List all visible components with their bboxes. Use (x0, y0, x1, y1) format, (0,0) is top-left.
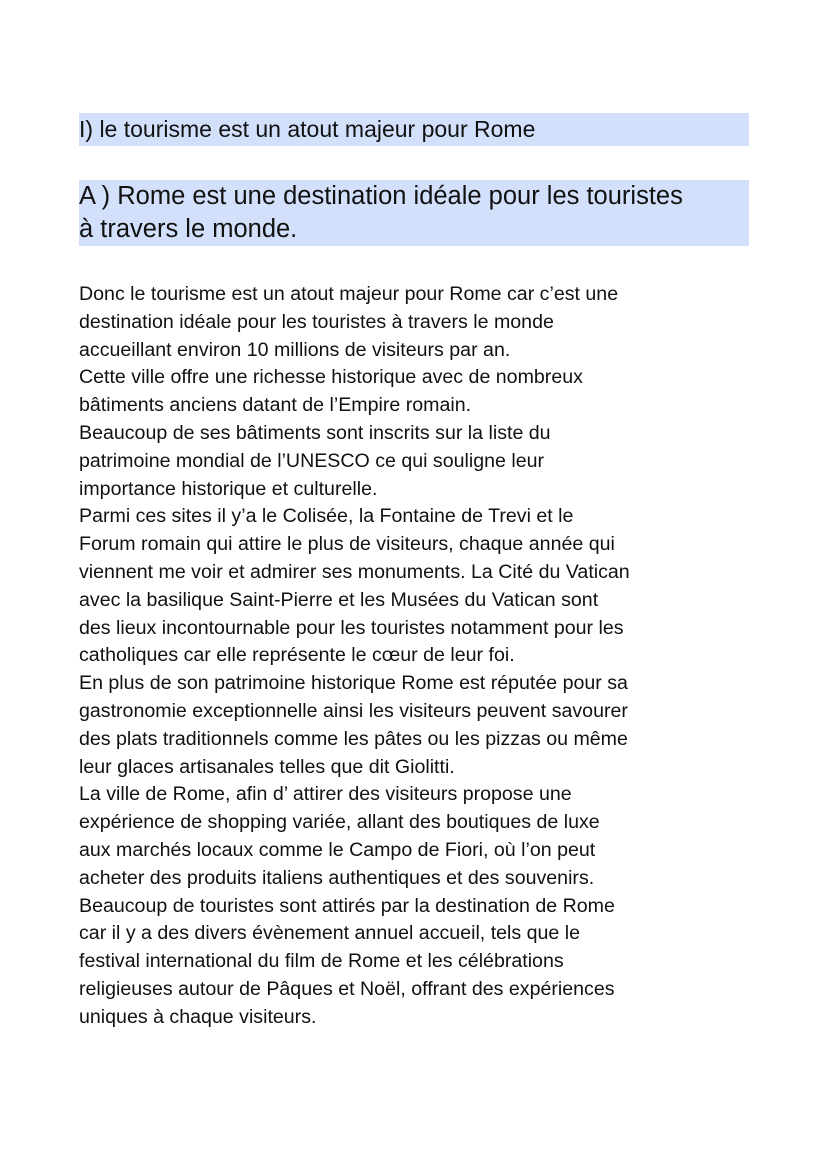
body-line: gastronomie exceptionnelle ainsi les visiteurs peuvent savourer (79, 699, 628, 722)
body-line: des lieux incontournable pour les touristes notamment pour les (79, 616, 624, 639)
body-line: Donc le tourisme est un atout majeur pour Rome car c’est une (79, 283, 619, 305)
body-line: religieuses autour de Pâques et Noël, offrant des expériences (79, 977, 615, 1000)
body-line: leur glaces artisanales telles que dit Giolitti. (79, 755, 455, 778)
body-line: acheter des produits italiens authentiques et des souvenirs. (79, 866, 595, 889)
body-line: viennent me voir et admirer ses monuments. La Cité du Vatican (79, 560, 630, 583)
body-line: patrimoine mondial de l’UNESCO ce qui souligne leur (79, 449, 545, 472)
body-line: Forum romain qui attire le plus de visiteurs, chaque année qui (79, 533, 615, 556)
subsection-heading-line: A ) Rome est une destination idéale pour les touristes (79, 182, 683, 210)
body-paragraphs (79, 281, 779, 1032)
body-line: festival international du film de Rome et les célébrations (79, 950, 564, 973)
body-line: car il y a des divers évènement annuel accueil, tels que le (79, 922, 581, 945)
body-line: Beaucoup de ses bâtiments sont inscrits sur la liste du (79, 421, 551, 444)
body-line: Cette ville offre une richesse historique avec de nombreux (79, 366, 583, 389)
body-line: accueillant environ 10 millions de visiteurs par an. (79, 338, 511, 361)
body-line: expérience de shopping variée, allant des boutiques de luxe (79, 811, 600, 834)
body-line: bâtiments anciens datant de l’Empire romain. (79, 394, 472, 417)
body-line: uniques à chaque visiteurs. (79, 1005, 317, 1028)
body-line: des plats traditionnels comme les pâtes ou les pizzas ou même (79, 727, 628, 750)
section-heading: I) le tourisme est un atout majeur pour Rome (79, 113, 749, 146)
body-line: avec la basilique Saint-Pierre et les Musées du Vatican sont (79, 588, 599, 611)
body-line: catholiques car elle représente le cœur de leur foi. (79, 644, 515, 667)
body-line: En plus de son patrimoine historique Rome est réputée pour sa (79, 672, 628, 695)
body-line: Parmi ces sites il y’a le Colisée, la Fontaine de Trevi et le (79, 505, 574, 528)
body-line: Beaucoup de touristes sont attirés par la destination de Rome (79, 894, 615, 917)
body-line: importance historique et culturelle. (79, 477, 378, 500)
body-line: La ville de Rome, afin d’ attirer des visiteurs propose une (79, 783, 572, 806)
subsection-heading (79, 180, 749, 246)
body-line: destination idéale pour les touristes à travers le monde (79, 310, 554, 333)
body-line: aux marchés locaux comme le Campo de Fiori, où l’on peut (79, 838, 596, 861)
subsection-heading-line: à travers le monde. (79, 215, 298, 243)
